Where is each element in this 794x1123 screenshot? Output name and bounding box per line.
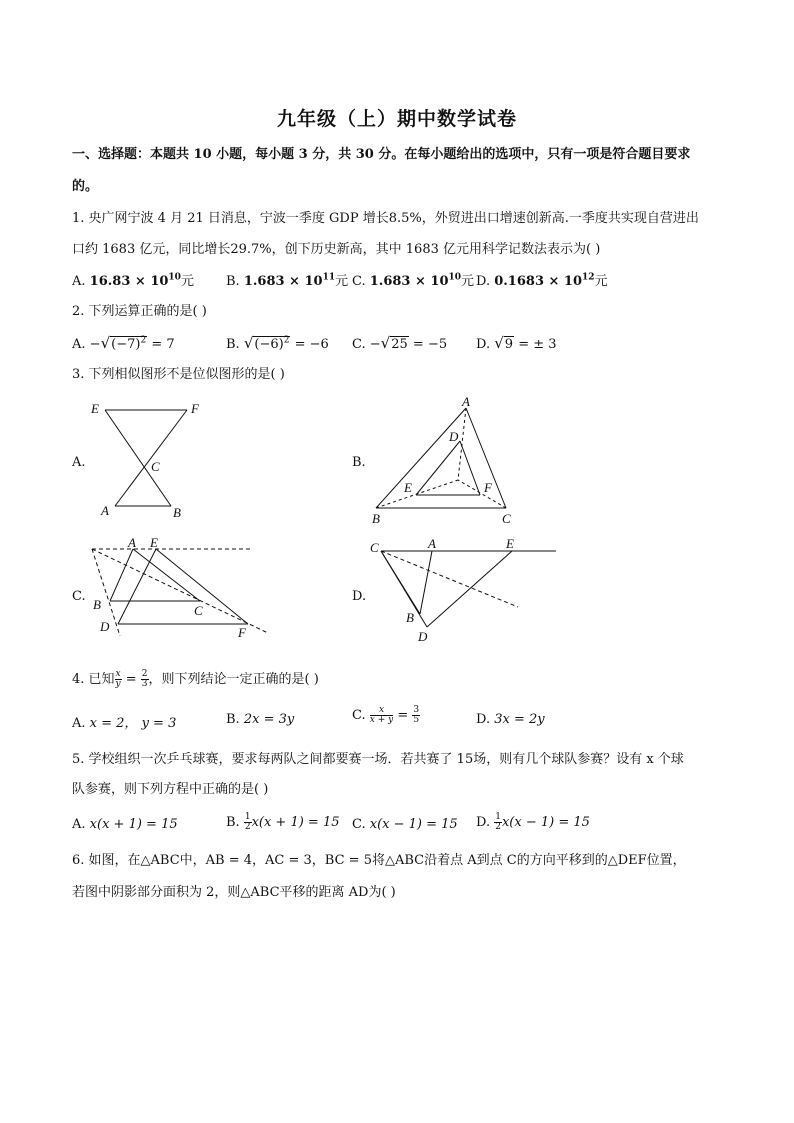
option-letter: D. [476,712,491,727]
option-letter: B. [226,815,240,830]
q3-option-b-label[interactable]: B. [352,455,366,470]
q3-figure-b [366,393,526,528]
q2-option-d[interactable] [476,334,557,352]
page-title: 九年级（上）期中数学试卷 [276,108,517,130]
q1-stem-line2: 口约 1683 亿元，同比增长29.7%，创下历史新高，其中 1683 亿元用科学记数法表示为( ) [72,242,601,257]
q1-option-d[interactable] [476,270,608,289]
option-text: x = 2， y = 3 [89,716,177,731]
q5-stem-line2: 队参赛，则下列方程中正确的是( ) [72,782,269,797]
option-result: = −5 [408,337,448,352]
point-label-a: A [101,503,109,518]
option-result: = −6 [290,337,329,352]
q1-option-c[interactable] [352,270,474,289]
option-exponent: 10 [168,272,181,283]
radicand: 9 [504,337,514,352]
point-label-c: C [502,511,511,526]
option-text: 2x = 3y [243,712,295,727]
q4-fraction-xy [115,670,122,689]
q3-option-a-label[interactable]: A. [72,455,86,470]
option-prefix: − [369,337,381,352]
fraction-numerator: x [115,669,121,679]
q5-option-d[interactable] [476,813,590,832]
point-label-f: F [484,480,492,495]
option-letter: A. [72,274,86,289]
point-label-b: B [372,511,380,526]
q5-option-a[interactable] [72,817,178,832]
q3-figure-c [88,533,278,643]
fraction-denominator: 3 [141,679,148,689]
sqrt-symbol: √ [494,334,504,352]
option-letter: D. [476,815,491,830]
point-label-e: E [506,536,514,551]
point-label-a: A [128,535,136,550]
point-label-b: B [173,505,181,520]
point-label-d: D [100,619,110,634]
option-mantissa: 16.83 × 10 [89,274,169,289]
point-label-c: C [194,603,203,618]
q4-option-d[interactable] [476,712,545,727]
option-exponent: 11 [322,272,336,283]
radicand-exponent: 2 [140,335,147,346]
option-text: x(x + 1) = 15 [251,815,340,830]
point-label-e: E [91,401,99,416]
q3-figure-a [85,395,205,525]
q5-stem-line1: 5. 学校组织一次乒乓球赛，要求每两队之间都要赛一场．若共赛了 15场，则有几个球队参赛？设有 x 个球 [72,752,684,767]
equals-sign: = [393,708,413,723]
option-letter: A. [72,337,86,352]
option-letter: D. [476,274,491,289]
q6-stem-line1: 6. 如图，在△ABC中，AB = 4，AC = 3，BC = 5将△ABC沿着点 A到点 C的方向平移到的△DEF位置， [72,853,686,868]
option-letter: B. [226,337,240,352]
point-label-b: B [93,597,101,612]
point-label-c: C [151,459,160,474]
option-result: = ± 3 [514,337,557,352]
sqrt-symbol: √ [243,334,254,352]
option-text: 3x = 2y [494,712,545,727]
section-instructions-line2: 的。 [72,179,99,194]
option-letter: C. [352,337,366,352]
option-unit: 元 [461,274,475,289]
fraction-numerator: 1 [495,812,501,822]
option-unit: 元 [335,274,349,289]
option-letter: C. [352,274,366,289]
point-label-d: D [449,429,459,444]
option-letter: C. [352,708,366,723]
q6-stem-line2: 若图中阴影部分面积为 2，则△ABC平移的距离 AD为( ) [72,885,396,900]
point-label-c: C [370,540,379,555]
fraction-denominator: 5 [413,715,420,725]
equals-sign: = [121,672,141,687]
q4-option-a[interactable] [72,712,176,731]
point-label-f: F [191,401,199,416]
option-exponent: 10 [448,272,462,283]
section-instructions-line1: 一、选择题：本题共 10 小题，每小题 3 分，共 30 分。在每小题给出的选项中，只有一项是符合题目要求 [72,147,691,162]
q4-option-c-fraction2 [412,706,420,725]
option-unit: 元 [180,274,194,289]
q2-stem: 2. 下列运算正确的是( ) [72,304,207,319]
option-exponent: 12 [582,272,595,283]
radicand [253,336,290,352]
q2-option-b[interactable] [226,334,329,352]
fraction-denominator: y [115,679,121,689]
q1-option-b[interactable] [226,270,348,289]
q4-stem-prefix: 4. 已知 [72,672,115,687]
point-label-d: D [418,629,428,644]
q2-option-a[interactable] [72,334,175,352]
option-text: x(x + 1) = 15 [89,817,178,832]
option-letter: C. [352,817,366,832]
q5-option-b[interactable] [226,813,340,832]
fraction-denominator: 2 [244,822,251,832]
q1-option-a[interactable] [72,270,194,289]
point-label-e: E [150,535,158,550]
q1-stem-line1: 1. 央广网宁波 4 月 21 日消息，宁波一季度 GDP 增长8.5%，外贸进出口增速创新高.一季度共实现自营进出 [72,211,699,226]
point-label-a: A [428,536,436,551]
option-mantissa: 1.683 × 10 [243,274,323,289]
fraction-numerator: x [370,706,393,716]
q4-option-c[interactable] [352,706,420,725]
q3-option-c-label[interactable]: C. [72,589,86,604]
point-label-b: B [406,610,414,625]
option-mantissa: 0.1683 × 10 [494,274,583,289]
radicand: 25 [391,337,408,352]
radicand-exponent: 2 [283,335,290,346]
q4-option-b[interactable] [226,712,294,727]
option-letter: B. [226,712,240,727]
option-letter: A. [72,817,86,832]
option-prefix: − [89,337,101,352]
option-letter: D. [476,337,491,352]
q5-option-c[interactable] [352,817,458,832]
radicand [110,336,147,352]
half-fraction [244,813,252,832]
fraction-numerator: 3 [413,705,420,715]
fraction-numerator: 2 [141,669,148,679]
q3-option-d-label[interactable]: D. [352,589,367,604]
option-text: x(x − 1) = 15 [501,815,590,830]
q2-option-c[interactable] [352,334,447,352]
option-mantissa: 1.683 × 10 [369,274,449,289]
option-result: = 7 [147,337,175,352]
q3-figure-d [368,535,563,650]
fraction-denominator: x + y [369,715,394,725]
q3-stem: 3. 下列相似图形不是位似图形的是( ) [72,367,285,382]
point-label-a: A [462,394,470,409]
option-unit: 元 [594,274,608,289]
point-label-e: E [404,480,412,495]
sqrt-symbol: √ [100,334,111,352]
option-letter: A. [72,716,86,731]
option-letter: B. [226,274,240,289]
sqrt-symbol: √ [380,334,391,352]
half-fraction [494,813,502,832]
fraction-numerator: 1 [244,812,251,822]
option-text: x(x − 1) = 15 [369,817,458,832]
fraction-denominator: 2 [495,822,501,832]
radicand-value: (−6) [254,337,284,352]
q4-fraction-two-thirds [141,670,149,689]
point-label-f: F [238,625,246,640]
radicand-value: (−7) [111,337,141,352]
q4-stem-suffix: ，则下列结论一定正确的是( ) [148,672,319,687]
q4-option-c-fraction [370,706,393,725]
q4-stem [72,670,319,689]
